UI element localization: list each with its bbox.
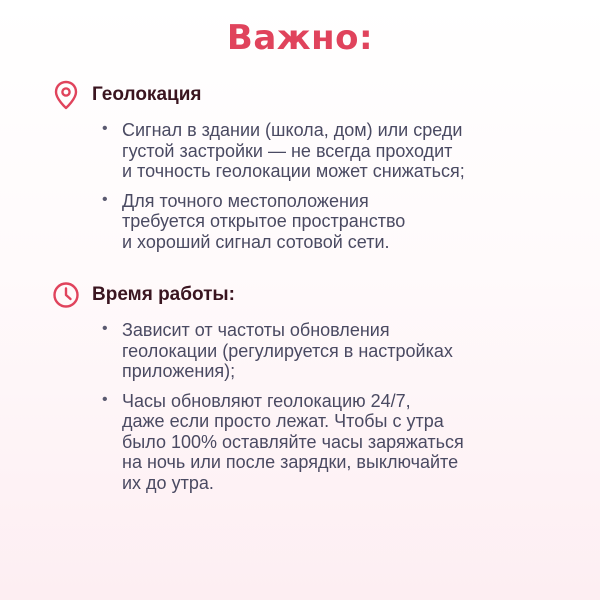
working-time-section: [52, 280, 572, 493]
geolocation-section: [52, 80, 572, 252]
bullet-list: [102, 120, 542, 252]
list-item: [102, 120, 542, 182]
section-heading: Геолокация: [92, 84, 202, 105]
location-pin-icon: [52, 80, 80, 110]
bullet-text-line: на ночь или после зарядки, выключайте: [122, 452, 459, 472]
list-item: [102, 391, 542, 494]
section-header: [52, 80, 572, 110]
bullet-text-line: приложения);: [122, 361, 236, 381]
page-title: Важно:: [226, 18, 374, 58]
bullet-text-line: густой застройки — не всегда проходит: [122, 140, 453, 161]
list-item: [102, 320, 542, 382]
section-header: [52, 280, 572, 310]
section-heading: Время работы:: [92, 284, 235, 305]
list-item: [102, 191, 542, 253]
bullet-text-line: • Зависит от частоты обновления: [122, 320, 390, 340]
bullet-text-line: требуется открытое пространство: [122, 211, 406, 231]
bullet-text-line: даже если просто лежат. Чтобы с утра: [122, 411, 444, 431]
bullet-text-line: геолокации (регулируется в настройках: [122, 340, 453, 361]
bullet-text-line: и хороший сигнал сотовой сети.: [122, 231, 390, 252]
bullet-text-line: было 100% оставляйте часы заряжаться: [122, 431, 464, 452]
bullet-text-line: • Часы обновляют геолокацию 24/7,: [122, 390, 411, 411]
clock-icon: [52, 280, 80, 310]
bullet-text-line: • Для точного местоположения: [122, 190, 369, 211]
bullet-text-line: их до утра.: [122, 472, 214, 493]
bullet-text-line: • Сигнал в здании (школа, дом) или среди: [122, 120, 463, 140]
bullet-text-line: и точность геолокации может снижаться;: [122, 161, 465, 181]
bullet-list: [102, 320, 542, 493]
